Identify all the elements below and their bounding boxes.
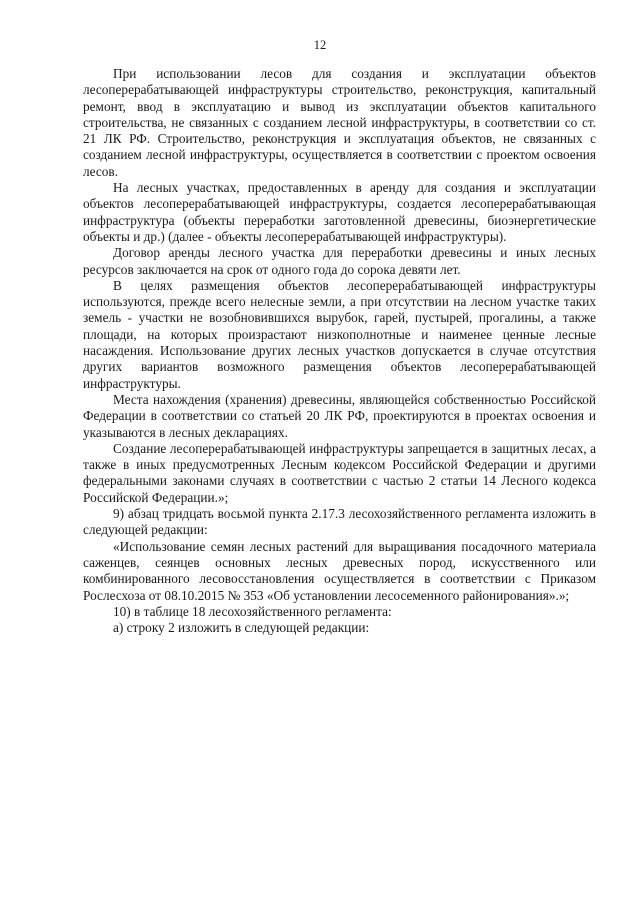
paragraph-item-10: 10) в таблице 18 лесохозяйственного регламента: — [113, 603, 392, 619]
paragraph-seed-use: «Использование семян лесных растений для выращивания посадочного материала саженцев, сеянцев основных лесных древесных пород, искусственного или комбинированного лесовосстановления осуществляется в соответствии с Приказом Рослесхоза от 08.10.2015 № 353 «Об установлении лесосеменного районирования».»; — [83, 538, 596, 603]
document-body — [83, 66, 596, 636]
paragraph-forest-use-construction: При использовании лесов для создания и эксплуатации объектов лесоперерабатывающей инфраструктуры строительство, реконструкция, капитальный ремонт, ввод в эксплуатацию и вывод из эксплуатации объектов капитального строительства, не связанных с созданием лесной инфраструктуры, в соответствии со ст. 21 ЛК РФ. Строительство, реконструкция и эксплуатация объектов, не связанных с созданием лесной инфраструктуры, осуществляется в соответствии с проектом освоения лесов. — [83, 66, 596, 179]
paragraph-timber-storage: Места нахождения (хранения) древесины, являющейся собственностью Российской Федерации в соответствии со статьей 20 ЛК РФ, проектируются в проектах освоения и указываются в лесных декларациях. — [83, 391, 596, 440]
paragraph-leased-plots: На лесных участках, предоставленных в аренду для создания и эксплуатации объектов лесоперерабатывающей инфраструктуры, создается лесоперерабатывающая инфраструктура (объекты переработки заготовленной древесины, биоэнергетические объекты и др.) (далее - объекты лесоперерабатывающей инфраструктуры). — [83, 180, 596, 244]
paragraph-lease-term: Договор аренды лесного участка для переработки древесины и иных лесных ресурсов заключается на срок от одного года до сорока девяти лет. — [83, 245, 596, 277]
page-number: 12 — [313, 38, 327, 52]
paragraph-item-a: а) строку 2 изложить в следующей редакции: — [113, 620, 370, 636]
paragraph-placement: В целях размещения объектов лесоперерабатывающей инфраструктуры используются, прежде всего нелесные земли, а при отсутствии на лесном участке таких земель - участки не возобновившихся вырубок, гарей, пустырей, прогалины, а также площади, на которых произрастают низкополнотные и наименее ценные лесные насаждения. Использование других лесных участков допускается в случае отсутствия других вариантов возможного размещения объектов лесоперерабатывающей инфраструктуры. — [83, 277, 596, 391]
paragraph-item-9: 9) абзац тридцать восьмой пункта 2.17.3 лесохозяйственного регламента изложить в следующей редакции: — [83, 506, 596, 538]
paragraph-prohibition: Создание лесоперерабатывающей инфраструктуры запрещается в защитных лесах, а также в иных предусмотренных Лесным кодексом Российской Федерации и другими федеральными законами случаях в соответствии с частью 2 статьи 14 Лесного кодекса Российской Федерации.»; — [83, 440, 596, 505]
